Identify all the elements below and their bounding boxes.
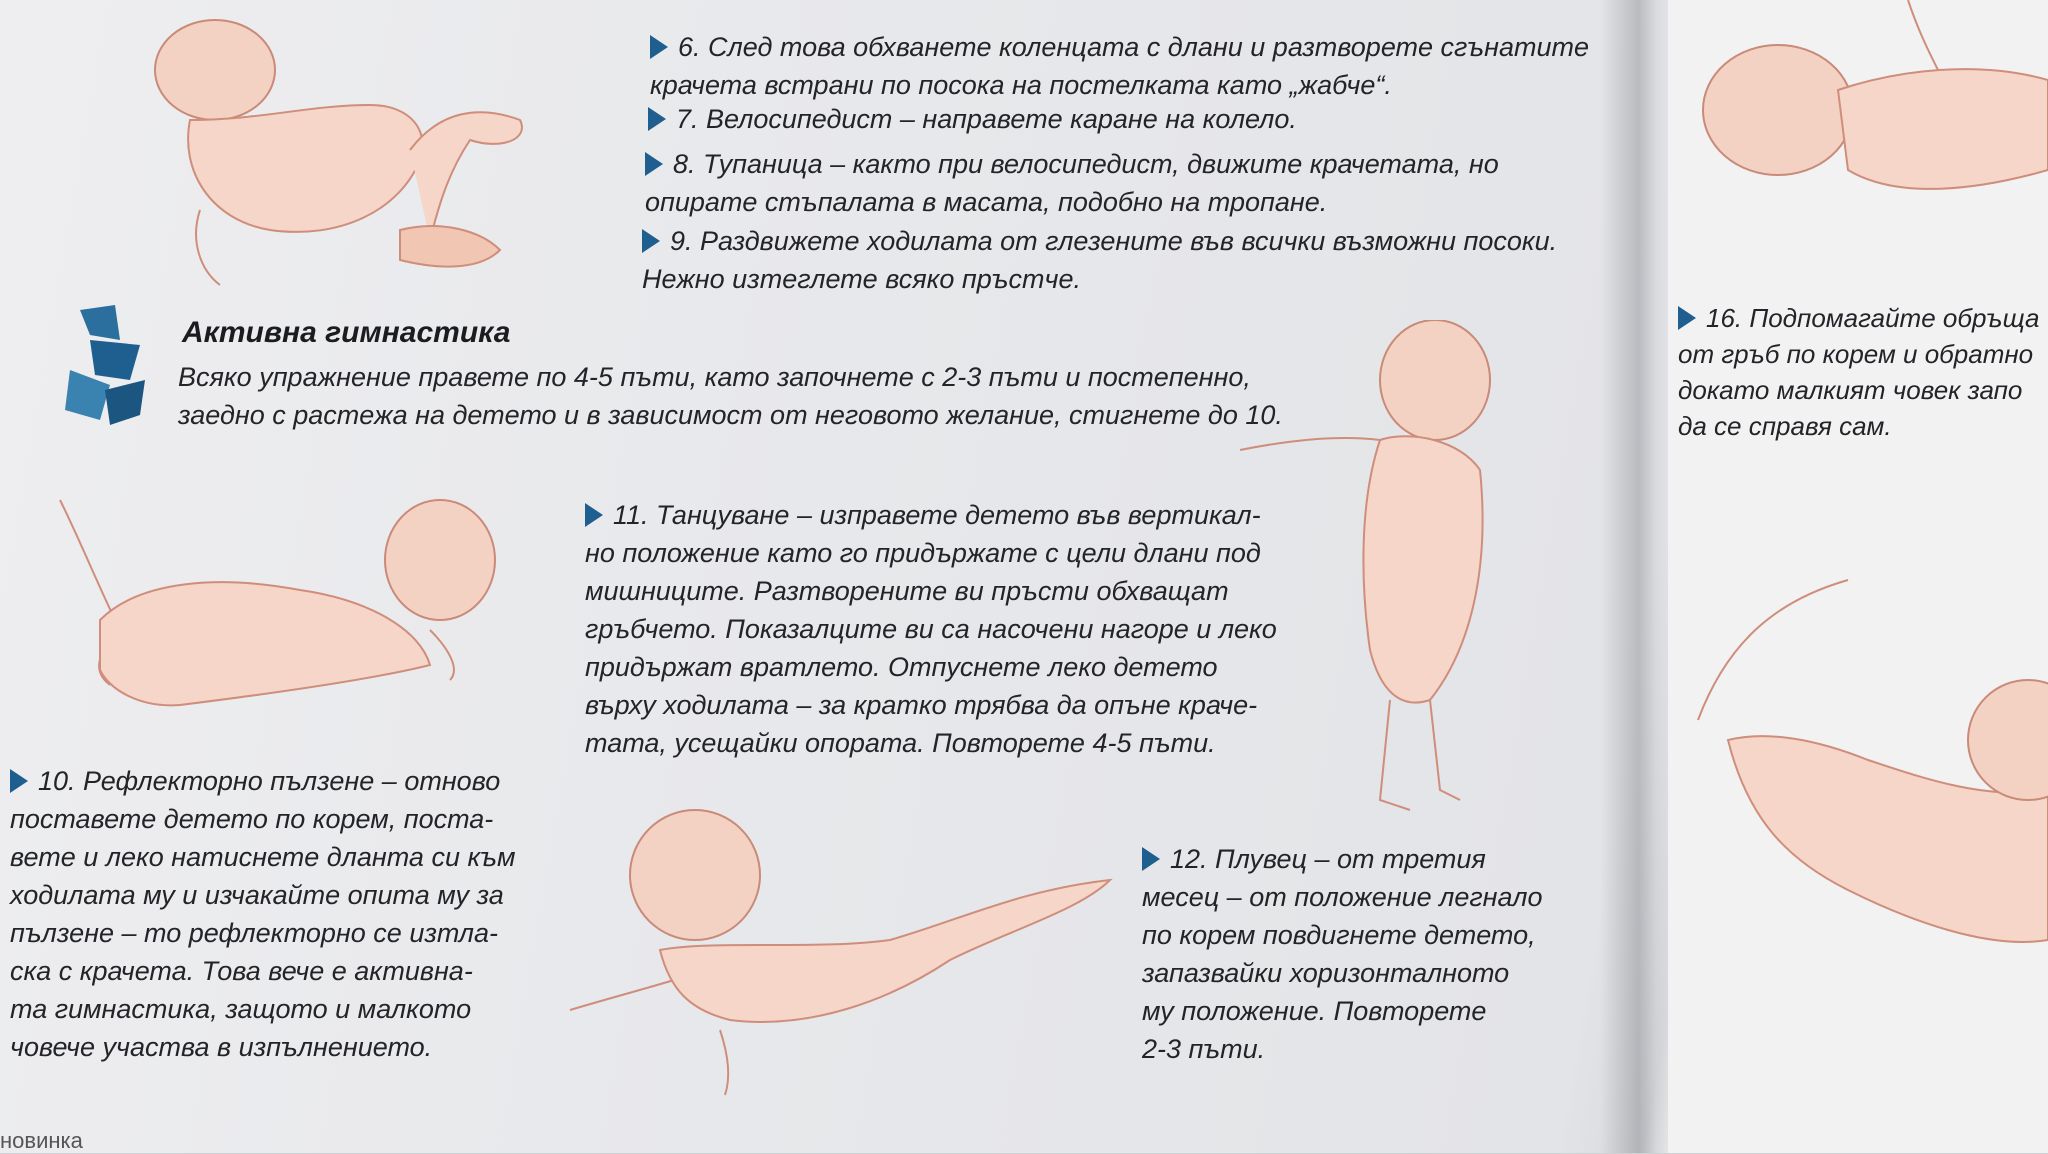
- arrow-bullet-icon: [1142, 847, 1160, 871]
- intro-line-2: заедно с растежа на детето и в зависимост от неговото желание, стигнете до 10.: [178, 400, 1283, 430]
- item-10: [10, 762, 516, 1066]
- item-12-line-1: 12. Плувец – от третия: [1170, 844, 1486, 874]
- item-16: [1678, 300, 2039, 444]
- item-10-line-2: поставете детето по корем, поста-: [10, 804, 494, 834]
- item-9: [642, 222, 1557, 298]
- item-7: [648, 100, 1297, 138]
- item-10-line-1: 10. Рефлекторно пълзене – отново: [38, 766, 501, 796]
- item-8-line-1: 8. Тупаница – както при велосипедист, движите крачетата, но: [673, 149, 1499, 179]
- item-9-line-1: 9. Раздвижете ходилата от глезените във всички възможни посоки.: [670, 226, 1558, 256]
- item-8: [645, 145, 1499, 221]
- item-10-line-6: ска с крачета. Това вече е активна-: [10, 956, 473, 986]
- item-12-line-2: месец – от положение легнало: [1142, 882, 1543, 912]
- item-11-line-4: гръбчето. Показалците ви са насочени нагоре и леко: [585, 614, 1277, 644]
- item-11-line-5: придържат вратлето. Отпуснете леко детето: [585, 652, 1218, 682]
- item-12-line-3: по корем повдигнете детето,: [1142, 920, 1536, 950]
- item-11-line-6: върху ходилата – за кратко трябва да опъне краче-: [585, 690, 1258, 720]
- item-11-line-3: мишниците. Разтворените ви пръсти обхващат: [585, 576, 1229, 606]
- baby-crawling-illustration: [40, 480, 510, 720]
- item-12-line-6: 2-3 пъти.: [1142, 1034, 1266, 1064]
- item-6-line-2: крачета встрани по посока на постелката като „жабче“.: [650, 70, 1392, 100]
- item-6-line-1: 6. След това обхванете коленцата с длани и разтворете сгънатите: [678, 32, 1590, 62]
- arrow-bullet-icon: [650, 35, 668, 59]
- page-footer-text: новинка: [0, 1128, 83, 1153]
- arrow-bullet-icon: [10, 769, 28, 793]
- item-6: [650, 28, 1589, 104]
- item-7-line-1: 7. Велосипедист – направете каране на колело.: [676, 104, 1297, 134]
- section-snowflake-icon: [60, 300, 150, 440]
- item-16-line-1: 16. Подпомагайте обръща: [1706, 303, 2040, 333]
- baby-swimmer-illustration: [560, 800, 1120, 1100]
- item-11-line-1: 11. Танцуване – изправете детето във вертикал-: [613, 500, 1261, 530]
- arrow-bullet-icon: [648, 107, 666, 131]
- item-16-line-4: да се справя сам.: [1678, 411, 1892, 441]
- item-11-line-7: тата, усещайки опората. Повторете 4-5 пъти.: [585, 728, 1216, 758]
- right-page: [1668, 0, 2048, 1153]
- intro-line-1: Всяко упражнение правете по 4-5 пъти, като започнете с 2-3 пъти и постепенно,: [178, 362, 1251, 392]
- arrow-bullet-icon: [645, 152, 663, 176]
- item-12-line-4: запазвайки хоризонталното: [1142, 958, 1510, 988]
- baby-lying-right-illustration: [1678, 0, 2048, 230]
- item-10-line-4: ходилата му и изчакайте опита му за: [10, 880, 504, 910]
- arrow-bullet-icon: [642, 229, 660, 253]
- arrow-bullet-icon: [585, 503, 603, 527]
- item-12-line-5: му положение. Повторете: [1142, 996, 1487, 1026]
- item-11: [585, 496, 1277, 762]
- item-11-line-2: но положение като го придържате с цели длани под: [585, 538, 1261, 568]
- baby-turning-right-illustration: [1688, 540, 2048, 1060]
- item-16-line-3: докато малкият човек запо: [1678, 375, 2023, 405]
- item-8-line-2: опирате стъпалата в масата, подобно на тропане.: [645, 187, 1328, 217]
- item-9-line-2: Нежно изтеглете всяко пръстче.: [642, 264, 1082, 294]
- baby-legs-exercise-illustration: [120, 10, 540, 300]
- item-10-line-7: та гимнастика, защото и малкото: [10, 994, 472, 1024]
- item-12: [1142, 840, 1543, 1068]
- item-10-line-8: човече участва в изпълнението.: [10, 1032, 433, 1062]
- section-heading: Активна гимнастика: [182, 316, 511, 349]
- item-10-line-5: пълзене – то рефлекторно се изтла-: [10, 918, 499, 948]
- section-intro: [178, 358, 1283, 434]
- item-10-line-3: вете и леко натиснете дланта си към: [10, 842, 516, 872]
- arrow-bullet-icon: [1678, 306, 1696, 330]
- item-16-line-2: от гръб по корем и обратно: [1678, 339, 2034, 369]
- book-spine: [1600, 0, 1670, 1153]
